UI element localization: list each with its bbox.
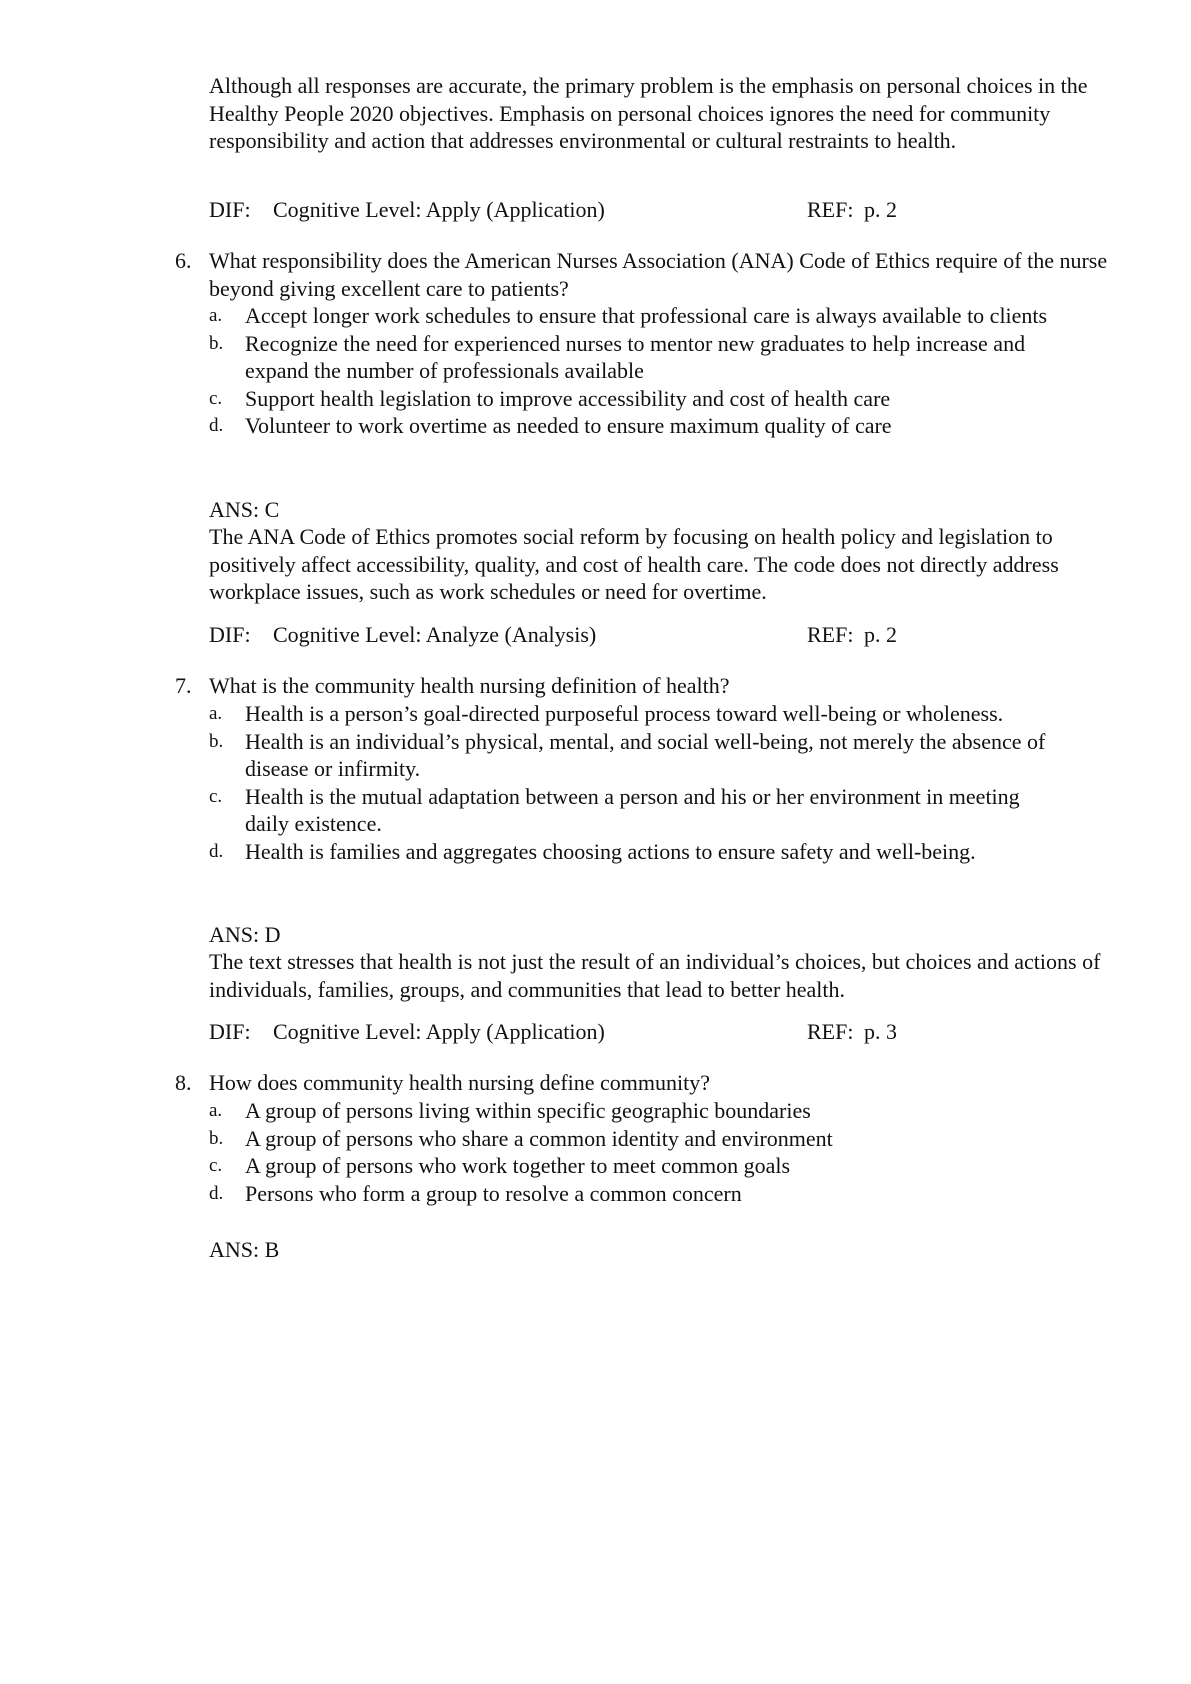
- option-label: a.: [209, 1100, 223, 1121]
- option-text: Health is the mutual adaptation between a person and his or her environment in meeting daily existence.: [245, 783, 1020, 836]
- option-label: b.: [209, 1127, 224, 1149]
- option-text: Persons who form a group to resolve a common concern: [245, 1180, 742, 1206]
- rationale-paragraph: Although all responses are accurate, the primary problem is the emphasis on personal choices in the Healthy People 2020 objectives. Emphasis on personal choices ignores the need for community responsibility and action that addresses environmental or cultural restraints to health.: [209, 73, 1088, 153]
- question-number: 7.: [175, 673, 192, 698]
- ref-label: REF:: [807, 1019, 854, 1044]
- option-label: c.: [209, 1155, 223, 1176]
- dif-value: Cognitive Level: Analyze (Analysis): [273, 622, 597, 647]
- question-number: 6.: [175, 248, 192, 273]
- rationale-paragraph: The ANA Code of Ethics promotes social reform by focusing on health policy and legislation to positively affect accessibility, quality, and cost of health care. The code does not directly address workplace issues, such as work schedules or need for overtime.: [209, 524, 1059, 604]
- dif-label: DIF:: [209, 1019, 251, 1044]
- question-6-stem: [175, 247, 1121, 302]
- dif-label: DIF:: [209, 197, 251, 222]
- option-b: [209, 1125, 1069, 1153]
- answer-line: ANS: B: [209, 1237, 280, 1262]
- option-c: [209, 385, 1069, 413]
- dif-label: DIF:: [209, 622, 251, 647]
- question-8-options: [209, 1097, 1069, 1207]
- option-text: Health is families and aggregates choosing actions to ensure safety and well-being.: [245, 838, 976, 864]
- dif-value: Cognitive Level: Apply (Application): [273, 197, 605, 222]
- metadata-line: [209, 196, 909, 224]
- ref-label: REF:: [807, 622, 854, 647]
- dif-value: Cognitive Level: Apply (Application): [273, 1019, 605, 1044]
- option-label: b.: [209, 730, 224, 752]
- option-label: d.: [209, 1182, 224, 1204]
- option-label: d.: [209, 415, 224, 436]
- ref-value: p. 2: [864, 622, 897, 647]
- question-text: How does community health nursing define community?: [209, 1070, 711, 1095]
- question-6-options: [209, 302, 1069, 440]
- answer-line: ANS: D: [209, 922, 281, 947]
- option-b: [209, 330, 1069, 385]
- option-d: [209, 838, 1069, 866]
- question-7-options: [209, 700, 1069, 865]
- option-d: [209, 412, 1069, 440]
- option-a: [209, 302, 1069, 330]
- option-label: a.: [209, 305, 223, 326]
- option-label: c.: [209, 785, 223, 807]
- option-text: Recognize the need for experienced nurses to mentor new graduates to help increase and expand the number of professionals available: [245, 330, 1026, 383]
- rationale-paragraph: The text stresses that health is not just the result of an individual’s choices, but choices and actions of individuals, families, groups, and communities that lead to better health.: [209, 949, 1101, 1002]
- answer-line: ANS: C: [209, 497, 280, 522]
- option-d: [209, 1180, 1069, 1208]
- question-number: 8.: [175, 1070, 192, 1095]
- question-8-stem: [175, 1069, 1121, 1097]
- option-text: Volunteer to work overtime as needed to ensure maximum quality of care: [245, 413, 892, 438]
- ref-value: p. 2: [864, 197, 897, 222]
- metadata-line: [209, 621, 909, 649]
- option-b: [209, 728, 1069, 783]
- option-text: A group of persons living within specific geographic boundaries: [245, 1098, 811, 1123]
- question-7-stem: [175, 672, 1121, 700]
- option-label: a.: [209, 703, 223, 724]
- option-text: A group of persons who share a common identity and environment: [245, 1125, 833, 1151]
- option-a: [209, 1097, 1069, 1125]
- option-text: Support health legislation to improve accessibility and cost of health care: [245, 385, 891, 411]
- option-label: b.: [209, 332, 224, 354]
- option-c: [209, 1152, 1069, 1180]
- question-text: What is the community health nursing definition of health?: [209, 673, 730, 698]
- ref-value: p. 3: [864, 1019, 897, 1044]
- question-text: What responsibility does the American Nurses Association (ANA) Code of Ethics require of the nurse beyond giving excellent care to patients?: [209, 248, 1108, 301]
- metadata-line: [209, 1018, 909, 1046]
- option-text: Health is an individual’s physical, mental, and social well-being, not merely the absence of disease or infirmity.: [245, 728, 1046, 781]
- option-a: [209, 700, 1069, 728]
- option-text: Health is a person’s goal-directed purposeful process toward well-being or wholeness.: [245, 701, 1004, 726]
- option-text: A group of persons who work together to meet common goals: [245, 1153, 791, 1178]
- ref-label: REF:: [807, 197, 854, 222]
- option-label: c.: [209, 387, 223, 409]
- option-label: d.: [209, 840, 224, 862]
- option-c: [209, 783, 1069, 838]
- option-text: Accept longer work schedules to ensure that professional care is always available to clients: [245, 303, 1048, 328]
